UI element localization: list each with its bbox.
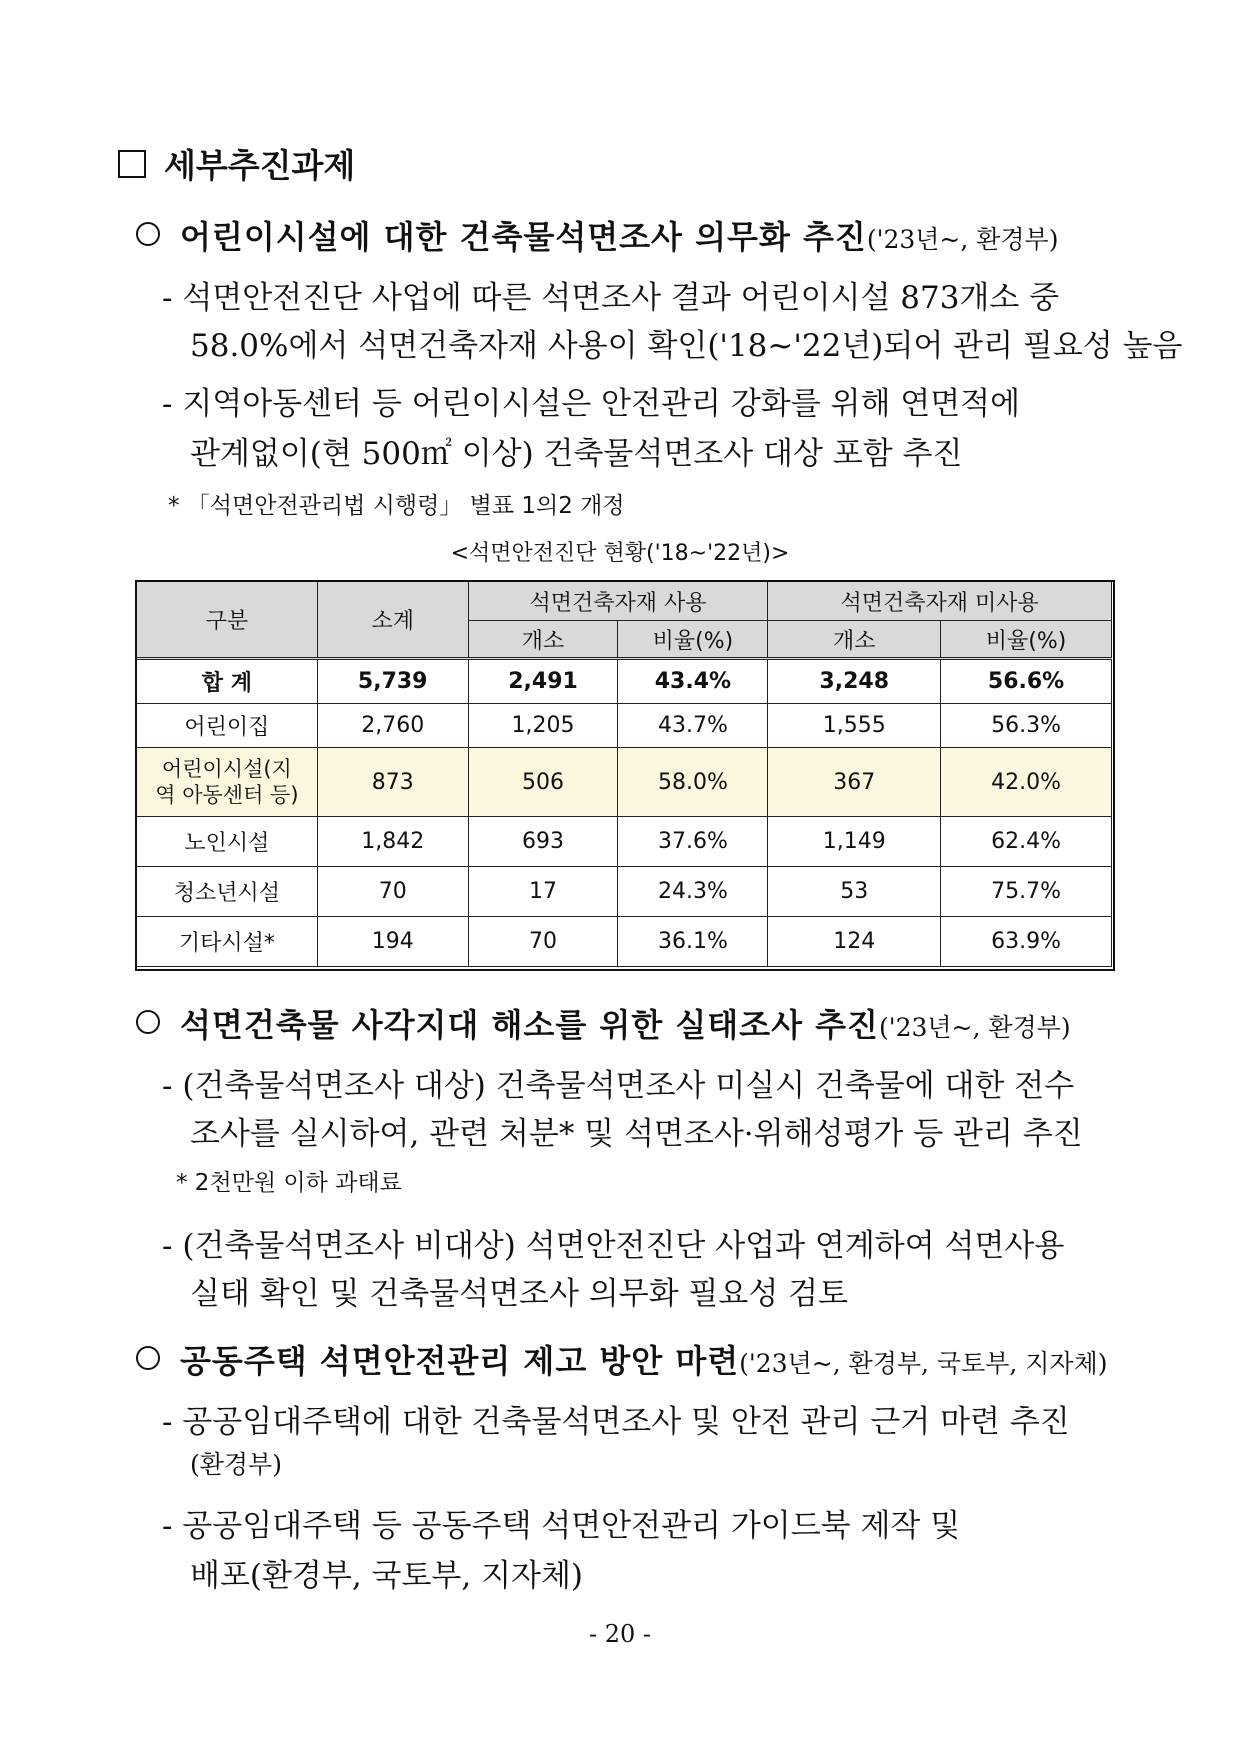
header-subtotal: 소계 (317, 582, 468, 659)
section2-item1-line2: 조사를 실시하여, 관련 처분* 및 석면조사·위해성평가 등 관리 추진 (190, 1116, 1083, 1152)
row-used-count: 693 (468, 817, 618, 867)
section3-title: 공동주택 석면안전관리 제고 방안 마련 (180, 1342, 740, 1380)
section1-item1-line2: 58.0%에서 석면건축자재 사용이 확인('18~'22년)되어 관리 필요성 높음 (190, 328, 1183, 364)
header-used-ratio: 비율(%) (618, 621, 768, 659)
row-used-count: 2,491 (468, 659, 618, 704)
section3-item1-line1: - 공공임대주택에 대한 건축물석면조사 및 안전 관리 근거 마련 추진 (162, 1404, 1070, 1440)
row-used-count: 1,205 (468, 704, 618, 748)
section2-item2-line2: 실태 확인 및 건축물석면조사 의무화 필요성 검토 (190, 1276, 849, 1312)
row-name: 어린이집 (137, 704, 318, 748)
section1-title-row (136, 212, 1058, 258)
section1-title: 어린이시설에 대한 건축물석면조사 의무화 추진 (180, 218, 867, 256)
page-number: - 20 - (588, 1620, 651, 1648)
section2-note: ('23년~, 환경부) (878, 1013, 1071, 1042)
row-unused-count: 1,555 (768, 704, 941, 748)
row-unused-ratio: 56.3% (941, 704, 1112, 748)
table-row (137, 659, 1112, 704)
section3-item1-line2: (환경부) (190, 1450, 282, 1479)
row-total: 873 (317, 748, 468, 817)
section1-item2-line1: - 지역아동센터 등 어린이시설은 안전관리 강화를 위해 연면적에 (162, 386, 1021, 422)
section3-note: ('23년~, 환경부, 국토부, 지자체) (739, 1349, 1108, 1378)
row-total: 5,739 (317, 659, 468, 704)
asbestos-status-table (136, 581, 1112, 967)
row-unused-count: 3,248 (768, 659, 941, 704)
section2-title: 석면건축물 사각지대 해소를 위한 실태조사 추진 (180, 1006, 879, 1044)
section2-item2-line1: - (건축물석면조사 비대상) 석면안전진단 사업과 연계하여 석면사용 (162, 1228, 1065, 1264)
row-used-count: 70 (468, 917, 618, 967)
row-total: 1,842 (317, 817, 468, 867)
circle-bullet-icon (136, 1346, 160, 1370)
checkbox-square-icon (118, 150, 146, 178)
table-row (137, 867, 1112, 917)
row-unused-count: 53 (768, 867, 941, 917)
section-heading (118, 140, 355, 187)
row-name: 노인시설 (137, 817, 318, 867)
row-unused-count: 367 (768, 748, 941, 817)
section1-item1-line1: - 석면안전진단 사업에 따른 석면조사 결과 어린이시설 873개소 중 (162, 280, 1060, 316)
row-used-ratio: 36.1% (618, 917, 768, 967)
header-used: 석면건축자재 사용 (468, 582, 768, 621)
row-unused-ratio: 62.4% (941, 817, 1112, 867)
row-name: 합 계 (137, 659, 318, 704)
row-used-ratio: 37.6% (618, 817, 768, 867)
row-unused-ratio: 42.0% (941, 748, 1112, 817)
row-used-count: 506 (468, 748, 618, 817)
header-unused-ratio: 비율(%) (941, 621, 1112, 659)
row-unused-ratio: 56.6% (941, 659, 1112, 704)
header-unused-count: 개소 (768, 621, 941, 659)
table-row (137, 748, 1112, 817)
row-total: 2,760 (317, 704, 468, 748)
row-name: 어린이시설(지역 아동센터 등) (137, 748, 318, 817)
row-used-count: 17 (468, 867, 618, 917)
row-name: 기타시설* (137, 917, 318, 967)
section3-item2-line1: - 공공임대주택 등 공동주택 석면안전관리 가이드북 제작 및 (162, 1508, 961, 1544)
section3-item2-line2: 배포(환경부, 국토부, 지자체) (190, 1558, 584, 1594)
row-unused-ratio: 75.7% (941, 867, 1112, 917)
row-unused-count: 124 (768, 917, 941, 967)
row-total: 194 (317, 917, 468, 967)
section1-note: ('23년~, 환경부) (866, 225, 1059, 254)
header-category: 구분 (137, 582, 318, 659)
table-row (137, 817, 1112, 867)
section2-item1-line1: - (건축물석면조사 대상) 건축물석면조사 미실시 건축물에 대한 전수 (162, 1068, 1075, 1104)
row-used-ratio: 58.0% (618, 748, 768, 817)
circle-bullet-icon (136, 222, 160, 246)
circle-bullet-icon (136, 1010, 160, 1034)
row-total: 70 (317, 867, 468, 917)
heading-text: 세부추진과제 (164, 146, 356, 185)
row-unused-count: 1,149 (768, 817, 941, 867)
table-caption: <석면안전진단 현황('18~'22년)> (450, 541, 790, 566)
table-row (137, 917, 1112, 967)
header-unused: 석면건축자재 미사용 (768, 582, 1112, 621)
row-name: 청소년시설 (137, 867, 318, 917)
header-used-count: 개소 (468, 621, 618, 659)
section1-item2-line2: 관계없이(현 500㎡ 이상) 건축물석면조사 대상 포함 추진 (190, 436, 963, 472)
section2-footnote: * 2천만원 이하 과태료 (176, 1170, 402, 1196)
table-row (137, 704, 1112, 748)
row-used-ratio: 43.4% (618, 659, 768, 704)
section2-title-row (136, 1000, 1071, 1046)
row-used-ratio: 24.3% (618, 867, 768, 917)
section3-title-row (136, 1336, 1107, 1382)
row-unused-ratio: 63.9% (941, 917, 1112, 967)
row-used-ratio: 43.7% (618, 704, 768, 748)
section1-footnote: * 「석면안전관리법 시행령」 별표 1의2 개정 (168, 493, 625, 519)
